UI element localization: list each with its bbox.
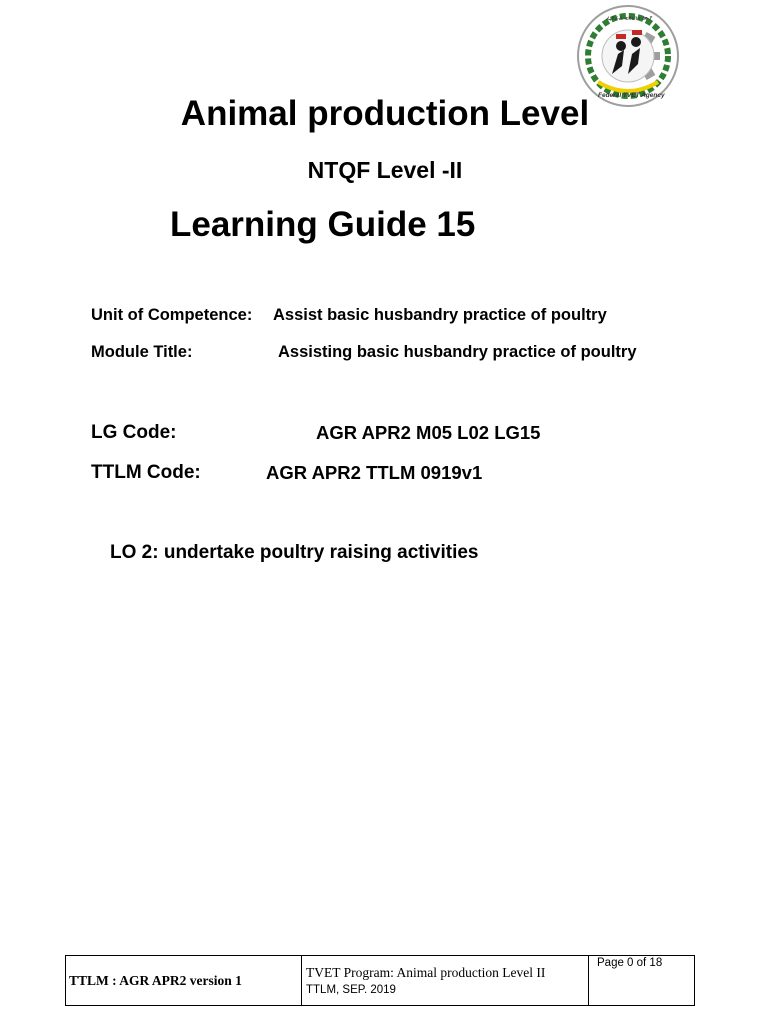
footer-program: TVET Program: Animal production Level II: [306, 965, 546, 980]
ttlm-code-value: AGR APR2 TTLM 0919v1: [266, 462, 483, 483]
learning-guide-title: Learning Guide 15: [170, 205, 476, 244]
lg-code-label: LG Code:: [91, 422, 177, 443]
module-title-value: Assisting basic husbandry practice of poultry: [278, 343, 637, 361]
lg-code-value: AGR APR2 M05 L02 LG15: [316, 422, 541, 443]
footer-date: TTLM, SEP. 2019: [306, 984, 396, 996]
footer-version: TTLM : AGR APR2 version 1: [69, 973, 242, 988]
footer-page-number: Page 0 of 18: [597, 957, 663, 969]
learning-outcome: LO 2: undertake poultry raising activities: [110, 542, 479, 563]
footer-program-cell: [302, 956, 589, 1005]
document-title: Animal production Level: [180, 94, 590, 133]
module-title-label: Module Title:: [91, 343, 193, 361]
ttlm-code-label: TTLM Code:: [91, 462, 201, 483]
logo-top-text: ፌደራል ቴክኒክና ሙያ: [606, 16, 653, 22]
unit-of-competence-value: Assist basic husbandry practice of poultry: [273, 306, 607, 324]
tvet-agency-logo: [576, 4, 680, 108]
unit-of-competence-label: Unit of Competence:: [91, 306, 253, 324]
page-footer: [65, 955, 695, 1006]
logo-bottom-text: Federal TVET Agency: [598, 92, 665, 99]
footer-version-cell: [66, 956, 302, 1005]
footer-page-cell: [589, 956, 694, 1005]
document-level: NTQF Level -II: [307, 157, 463, 183]
